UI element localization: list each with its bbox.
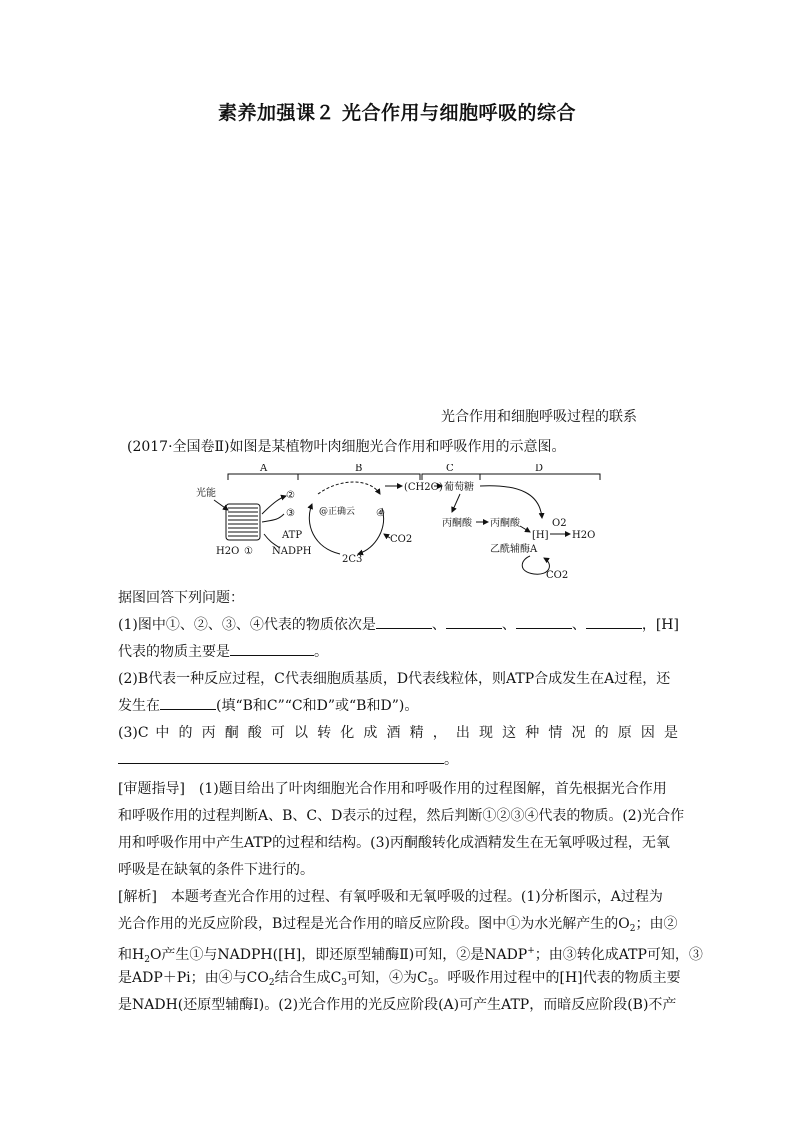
guide-line-4: 呼吸是在缺氧的条件下进行的。	[118, 862, 314, 878]
label-a: A	[260, 464, 268, 474]
guide-section	[118, 776, 703, 1019]
question-intro: (2017·全国卷Ⅱ)如图是某植物叶肉细胞光合作用和呼吸作用的示意图。	[127, 439, 566, 455]
label-acetyl-coa: 乙酰辅酶A	[490, 544, 538, 555]
answer-blank-6[interactable]	[160, 693, 216, 710]
watermark-text: @正确云	[319, 507, 356, 517]
page-title: 素养加强课２ 光合作用与细胞呼吸的综合	[217, 102, 577, 124]
label-h2o: H2O	[216, 546, 240, 557]
answer-blank-1[interactable]	[376, 612, 432, 629]
label-circle-1: ①	[244, 546, 253, 557]
question-2-line-1: (2)B代表一种反应过程，C代表细胞质基质，D代表线粒体，则ATP合成发生在A过程，还	[118, 671, 671, 687]
label-h2o-b: H2O	[572, 530, 596, 541]
label-ch2o: (CH2O)	[404, 482, 443, 493]
label-circle-2: ②	[286, 490, 295, 501]
answer-blank-3[interactable]	[516, 612, 572, 629]
label-b: B	[355, 464, 363, 474]
answer-blank-2[interactable]	[446, 612, 502, 629]
label-2c3: 2C3	[342, 554, 363, 565]
label-pyruvate-2: 丙酮酸	[490, 518, 520, 529]
label-glucose: 葡萄糖	[444, 482, 474, 493]
answer-blank-5[interactable]	[230, 639, 314, 656]
answer-blank-7[interactable]	[118, 747, 444, 764]
label-co2-b: CO2	[546, 570, 569, 581]
question-1-line-2: 代表的物质主要是 。	[118, 639, 678, 666]
answer-blank-4[interactable]	[586, 612, 642, 629]
process-brackets	[228, 474, 600, 480]
section-subtitle: 光合作用和细胞呼吸过程的联系	[441, 409, 637, 425]
question-3-line-1: (3)C 中 的 丙 酮 酸 可 以 转 化 成 酒 精 ， 出 现 这 种 情 况 的 原 因 是	[118, 725, 678, 741]
label-circle-4: ④	[376, 508, 385, 519]
analysis-line-5: 是NADH(还原型辅酶Ⅰ)。(2)光合作用的光反应阶段(A)可产生ATP，而暗反应阶段(B)不产	[118, 997, 677, 1013]
label-atp: ATP	[282, 530, 303, 541]
label-h: [H]	[532, 530, 549, 541]
analysis-line-1: [解析] 本题考查光合作用的过程、有氧呼吸和无氧呼吸的过程。(1)分析图示，A过程为	[118, 889, 663, 905]
question-3-line-2: 。	[118, 747, 678, 774]
analysis-line-4: 是ADP＋Pi；由④与$CO_2$结合生成$C_3$可知，④为$C_5$。呼吸作用过程中的[H]代表的物质主要	[118, 970, 681, 988]
question-1-line-1: (1)图中①、②、③、④代表的物质依次是 、 、 、 ，[H]	[118, 612, 678, 639]
prompt: 据图回答下列问题：	[118, 590, 244, 606]
label-light: 光能	[196, 488, 216, 499]
label-nadph: NADPH	[272, 546, 312, 557]
guide-line-2: 和呼吸作用的过程判断A、B、C、D表示的过程，然后判断①②③④代表的物质。(2)光合作	[118, 808, 685, 824]
label-c: C	[446, 464, 454, 474]
label-co2-a: CO2	[390, 534, 413, 545]
question-2-line-2: 发生在 (填“B和C”“C和D”或“B和D”)。	[118, 693, 678, 720]
guide-line-3: 用和呼吸作用中产生ATP的过程和结构。(3)丙酮酸转化成酒精发生在无氧呼吸过程，无氧	[118, 835, 670, 851]
label-o2: O2	[552, 518, 567, 529]
label-d: D	[535, 464, 544, 474]
question-body	[118, 585, 678, 774]
label-pyruvate-1: 丙酮酸	[442, 518, 472, 529]
thylakoid-stack	[226, 504, 260, 540]
analysis-line-3: 和$H_2O$产生①与NADPH([H]，即还原型辅酶Ⅱ)可知，②是NADP+；由③转化成ATP可知，③	[118, 946, 703, 965]
guide-line-1: [审题指导] (1)题目给出了叶肉细胞光合作用和呼吸作用的过程图解，首先根据光合作用	[118, 781, 667, 797]
photosynthesis-respiration-diagram	[190, 464, 610, 592]
analysis-line-2: 光合作用的光反应阶段，B过程是光合作用的暗反应阶段。图中①为水光解产生的$O_2$；由②	[118, 916, 678, 934]
label-circle-3: ③	[286, 508, 295, 519]
